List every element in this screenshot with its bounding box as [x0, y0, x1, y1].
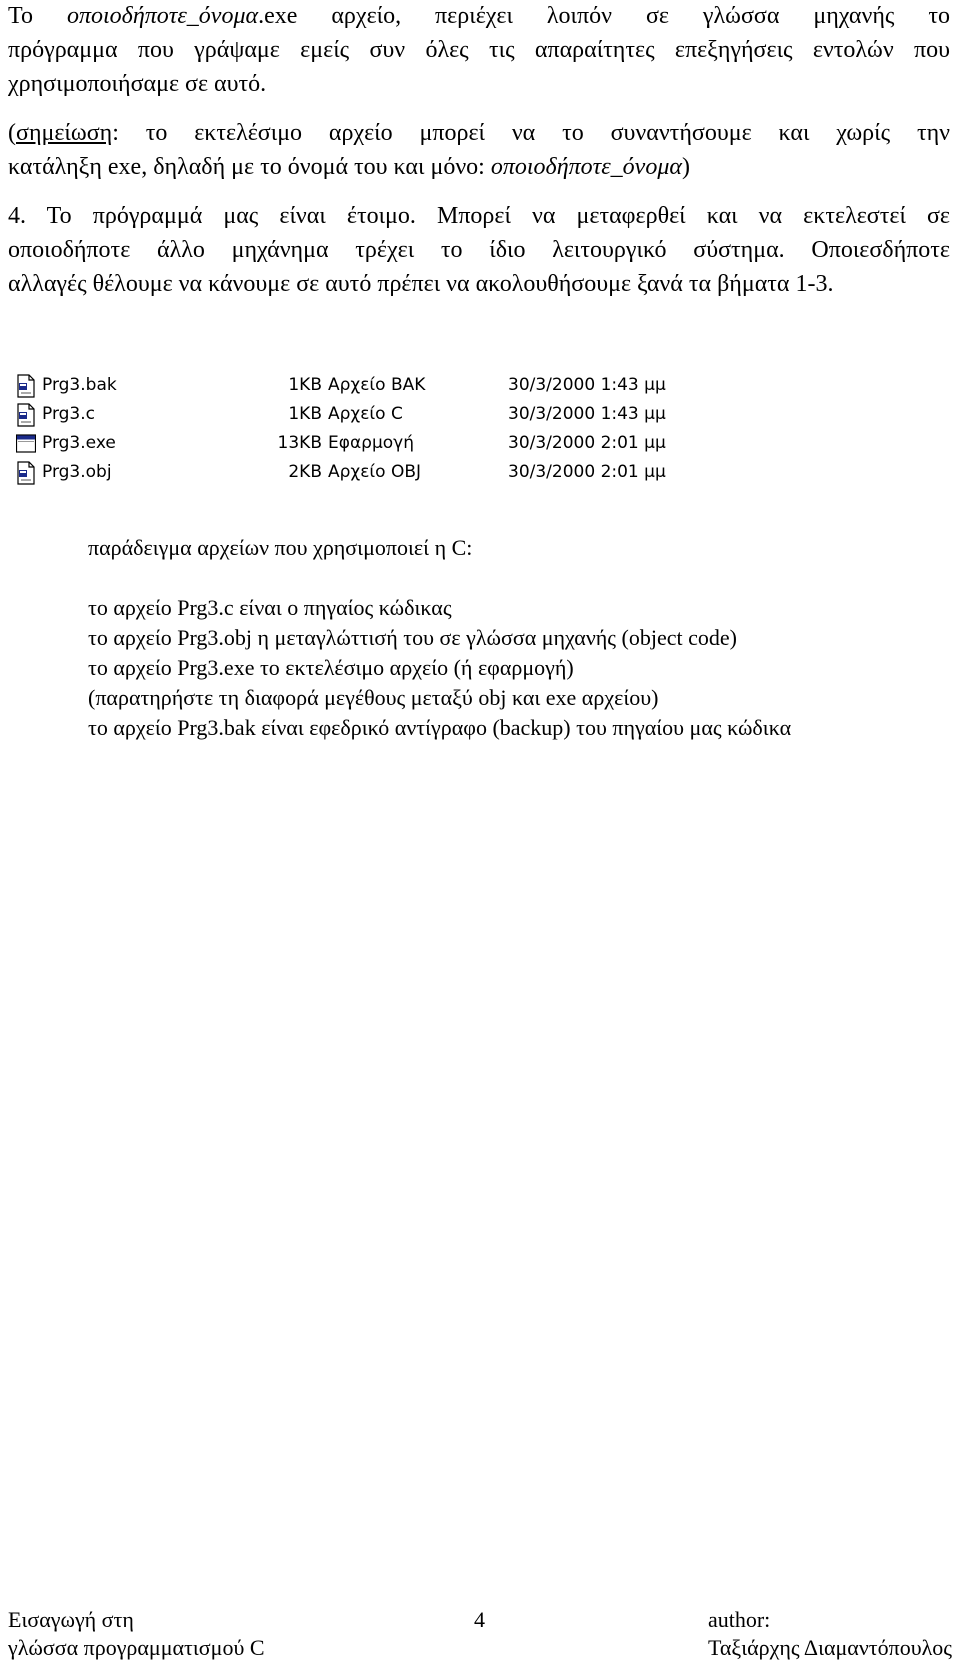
footer-author: author: Ταξιάρχης Διαμαντόπουλος — [707, 1607, 952, 1660]
file-row[interactable] — [16, 372, 676, 401]
italic-filename: οποιοδήποτε_όνομα — [66, 3, 259, 29]
document-icon — [16, 403, 36, 427]
file-date: 30/3/2000 2:01 μμ — [508, 433, 666, 453]
paragraph-line: (σημείωση: το εκτελέσιμο αρχείο μπορεί να το συναντήσουμε και χωρίς την — [8, 120, 950, 146]
file-name: Prg3.bak — [42, 375, 117, 395]
notes-line: το αρχείο Prg3.c είναι ο πηγαίος κώδικας — [88, 595, 452, 620]
paragraph-line: κατάληξη exe, δηλαδή με το όνομά του και μόνο: οποιοδήποτε_όνομα) — [8, 154, 690, 180]
file-type: Αρχείο OBJ — [328, 462, 422, 482]
paragraph-line: πρόγραμμα που γράψαμε εμείς συν όλες τις απαραίτητες επεξηγήσεις εντολών που — [8, 37, 950, 63]
file-name: Prg3.c — [42, 404, 96, 424]
file-name: Prg3.obj — [42, 462, 112, 482]
notes-line: το αρχείο Prg3.obj η μεταγλώττισή του σε γλώσσα μηχανής (object code) — [88, 625, 737, 650]
blank-line — [88, 563, 791, 593]
paragraph-executable — [8, 0, 950, 101]
file-date: 30/3/2000 2:01 μμ — [508, 462, 666, 482]
file-type: Αρχείο C — [328, 404, 403, 424]
note-label: σημείωση — [16, 120, 113, 146]
file-size: 13KB — [277, 433, 322, 453]
file-date: 30/3/2000 1:43 μμ — [508, 375, 666, 395]
file-size: 2KB — [288, 462, 322, 482]
paragraph-note — [8, 116, 950, 184]
file-size: 1KB — [288, 404, 322, 424]
file-size: 1KB — [288, 375, 322, 395]
document-icon — [16, 374, 36, 398]
paragraph-line: Το οποιοδήποτε_όνομα.exe αρχείο, περιέχει λοιπόν σε γλώσσα μηχανής το — [8, 3, 950, 29]
file-row[interactable] — [16, 430, 676, 459]
paragraph-line: χρησιμοποιήσαμε σε αυτό. — [8, 71, 267, 97]
files-explanation — [88, 533, 791, 743]
file-type: Αρχείο BAK — [328, 375, 426, 395]
file-name: Prg3.exe — [42, 433, 116, 453]
file-type: Εφαρμογή — [328, 433, 415, 453]
paragraph-line: αλλαγές θέλουμε να κάνουμε σε αυτό πρέπει να ακολουθήσουμε ξανά τα βήματα 1-3. — [8, 271, 834, 297]
application-icon — [16, 432, 36, 456]
notes-line: το αρχείο Prg3.bak είναι εφεδρικό αντίγραφο (backup) του πηγαίου μας κώδικα — [88, 715, 792, 740]
notes-line: το αρχείο Prg3.exe το εκτελέσιμο αρχείο (ή εφαρμογή) — [88, 655, 574, 680]
paragraph-line: οποιοδήποτε άλλο μηχάνημα τρέχει το ίδιο λειτουργικό σύστημα. Οποιεσδήποτε — [8, 237, 950, 263]
footer-course-title: Εισαγωγή στη γλώσσα προγραμματισμού C — [8, 1607, 265, 1660]
file-listing — [16, 372, 676, 488]
page-number: 4 — [474, 1607, 485, 1632]
notes-line: (παρατηρήστε τη διαφορά μεγέθους μεταξύ obj και exe αρχείου) — [88, 685, 659, 710]
file-row[interactable] — [16, 401, 676, 430]
italic-filename: οποιοδήποτε_όνομα — [490, 154, 682, 180]
document-icon — [16, 461, 36, 485]
paragraph-step-4 — [8, 199, 950, 301]
notes-heading: παράδειγμα αρχείων που χρησιμοποιεί η C: — [88, 535, 473, 560]
file-date: 30/3/2000 1:43 μμ — [508, 404, 666, 424]
paragraph-line: 4. Το πρόγραμμά μας είναι έτοιμο. Μπορεί να μεταφερθεί και να εκτελεστεί σε — [8, 203, 950, 229]
file-row[interactable] — [16, 459, 676, 488]
